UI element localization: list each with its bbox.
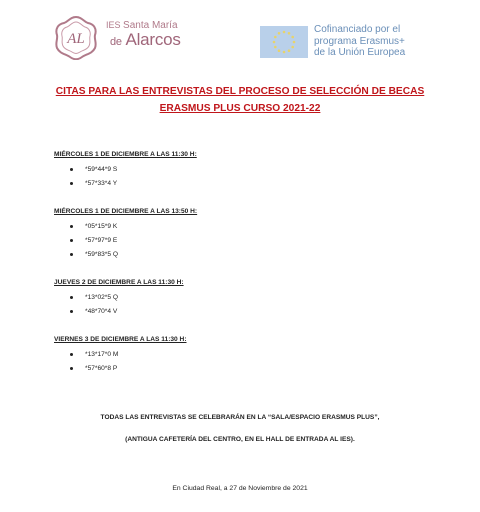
- title-line-1: CITAS PARA LAS ENTREVISTAS DEL PROCESO DE SELECCIÓN DE BECAS: [55, 86, 425, 97]
- venue-note: TODAS LAS ENTREVISTAS SE CELEBRARÁN EN LA “SALA/ESPACIO ERASMUS PLUS”,: [100, 414, 380, 421]
- list-item: [70, 348, 118, 362]
- eu-cofinance-text: [314, 24, 444, 59]
- section-heading: VIERNES 3 DE DICIEMBRE A LAS 11:30 H:: [54, 336, 187, 343]
- section-heading: MIÉRCOLES 1 DE DICIEMBRE A LAS 11:30 H:: [54, 151, 197, 158]
- bullet-icon: [70, 182, 73, 185]
- bullet-icon: [70, 367, 73, 370]
- candidate-id: *05*15*9 K: [85, 223, 118, 230]
- bullet-icon: [70, 253, 73, 256]
- list-item: [70, 362, 118, 376]
- candidate-id: *57*60*8 P: [85, 365, 118, 372]
- ies-name-small: Santa María: [123, 20, 178, 31]
- candidate-id: *59*83*5 Q: [85, 251, 118, 258]
- bullet-icon: [70, 310, 73, 313]
- list-item: [70, 177, 117, 191]
- ies-prefix: IES: [106, 20, 121, 30]
- eu-text-line: Cofinanciado por el: [314, 24, 401, 35]
- school-logo: [52, 14, 192, 60]
- school-emblem-icon: [52, 14, 100, 60]
- bullet-icon: [70, 225, 73, 228]
- candidate-id: *13*17*0 M: [85, 351, 119, 358]
- section-heading: JUEVES 2 DE DICIEMBRE A LAS 11:30 H:: [54, 279, 184, 286]
- logo-letters: AL: [67, 31, 85, 47]
- list-item: [70, 163, 117, 177]
- eu-text-line: programa Erasmus+: [314, 35, 405, 47]
- school-name-main: Alarcos: [125, 30, 181, 49]
- list-item: [70, 220, 118, 234]
- candidate-id: *57*33*4 Y: [85, 180, 118, 187]
- candidate-id: *13*02*5 Q: [85, 294, 118, 301]
- section-heading: MIÉRCOLES 1 DE DICIEMBRE A LAS 13:50 H:: [54, 208, 198, 215]
- candidate-list: [70, 220, 118, 262]
- bullet-icon: [70, 296, 73, 299]
- eu-text-line: de la Unión Europea: [314, 47, 406, 58]
- document-title: [40, 83, 440, 117]
- venue-note-detail: (ANTIGUA CAFETERÍA DEL CENTRO, EN EL HALL DE ENTRADA AL IES).: [125, 436, 355, 443]
- list-item: [70, 291, 118, 305]
- candidate-list: [70, 163, 117, 191]
- bullet-icon: [70, 239, 73, 242]
- title-line-2: ERASMUS PLUS CURSO 2021-22: [159, 103, 321, 114]
- candidate-list: [70, 348, 118, 376]
- list-item: [70, 248, 118, 262]
- eu-flag-icon: [260, 26, 308, 58]
- school-name: [110, 30, 181, 50]
- candidate-id: *48*70*4 V: [85, 308, 118, 315]
- bullet-icon: [70, 168, 73, 171]
- candidate-list: [70, 291, 118, 319]
- list-item: [70, 305, 118, 319]
- bullet-icon: [70, 353, 73, 356]
- list-item: [70, 234, 118, 248]
- candidate-id: *59*44*9 S: [85, 166, 118, 173]
- signature-date: En Ciudad Real, a 27 de Noviembre de 2021: [172, 485, 308, 492]
- school-name-prefix: de: [110, 36, 122, 48]
- candidate-id: *57*97*9 E: [85, 237, 118, 244]
